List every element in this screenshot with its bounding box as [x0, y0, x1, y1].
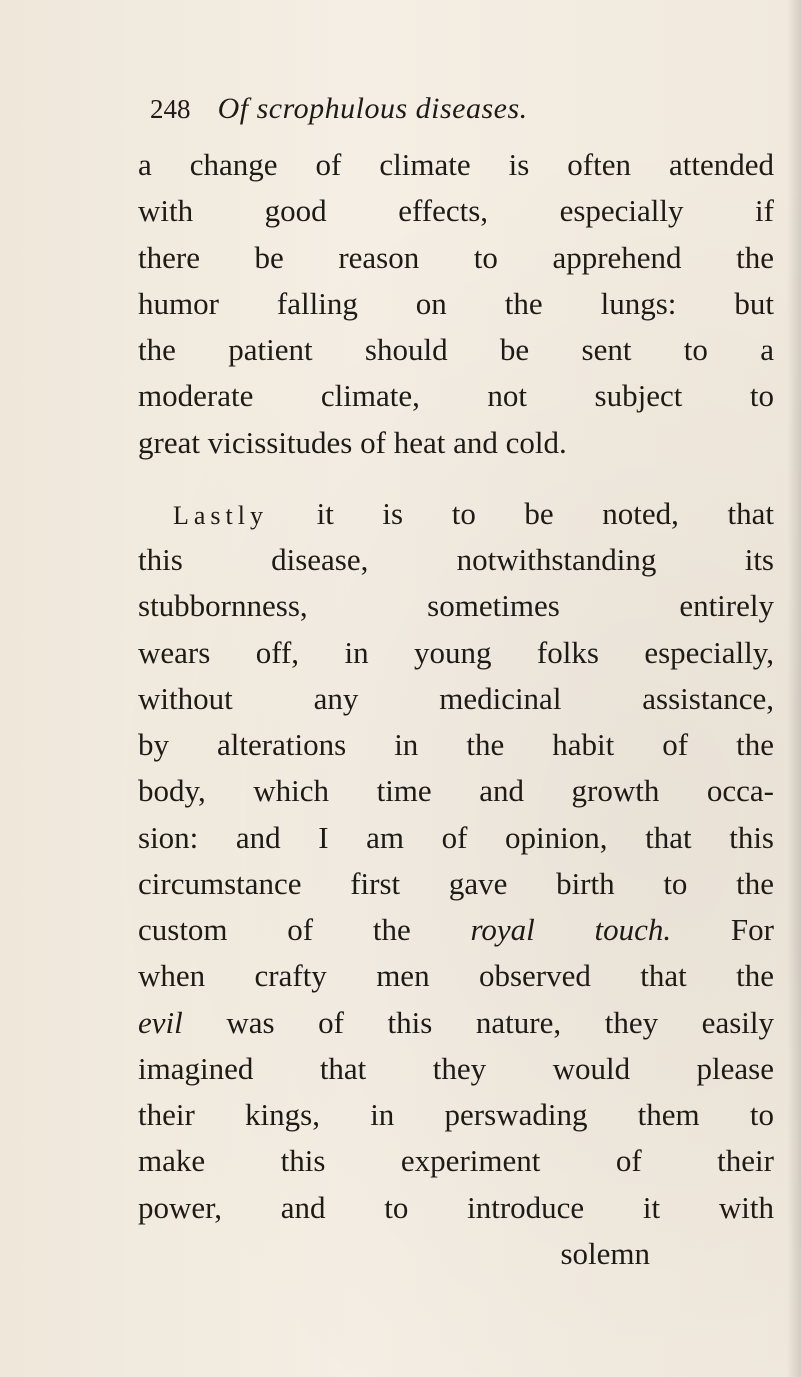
text-line: circumstance first gave birth to the [138, 865, 774, 901]
text-line: this disease, notwithstanding its [138, 542, 774, 577]
text-line: stubbornness, sometimes entirely [138, 588, 774, 624]
paragraph-first-line [138, 491, 774, 537]
text-line: a change of climate is often attended [138, 147, 774, 182]
text-line: imagined that they would please [138, 1050, 774, 1086]
text-line: moderate climate, not subject to [138, 378, 774, 414]
text-line: by alterations in the habit of the [138, 727, 774, 762]
text-line: the patient should be sent to a [138, 332, 774, 367]
text-line: humor falling on the lungs: but [138, 285, 774, 321]
text-line: great vicissitudes of heat and cold. [138, 424, 567, 460]
page-number: 248 [150, 94, 191, 124]
text-line: with good effects, especially if [138, 193, 774, 229]
first-line-text: it is to be noted, that [268, 495, 774, 531]
text-line-evil [138, 1000, 774, 1046]
text-line: when crafty men observed that the [138, 958, 774, 994]
page-edge-shadow [787, 0, 801, 1377]
page-header [150, 92, 528, 136]
italic-royal-touch: royal touch. [470, 912, 672, 947]
lead-word: Lastly [173, 500, 268, 530]
text-line: make this experiment of their [138, 1143, 774, 1179]
text-segment: custom of the [138, 912, 471, 947]
body-text [138, 142, 774, 1277]
text-segment: was of this nature, they easily [182, 1004, 774, 1040]
text-line: without any medicinal assistance, [138, 680, 774, 716]
text-line: power, and to introduce it with [138, 1189, 774, 1225]
text-line: wears off, in young folks especially, [138, 634, 774, 670]
italic-evil: evil [138, 1004, 183, 1040]
catchword: solemn [560, 1235, 650, 1271]
text-line: sion: and I am of opinion, that this [138, 819, 774, 855]
text-line: body, which time and growth occa- [138, 773, 774, 809]
text-line-royal-touch [138, 907, 774, 953]
text-segment: For [671, 912, 774, 947]
paragraph-gap [138, 466, 774, 491]
text-line: there be reason to apprehend the [138, 239, 774, 275]
running-title: Of scrophulous diseases. [217, 92, 528, 125]
text-line: their kings, in perswading them to [138, 1097, 774, 1132]
